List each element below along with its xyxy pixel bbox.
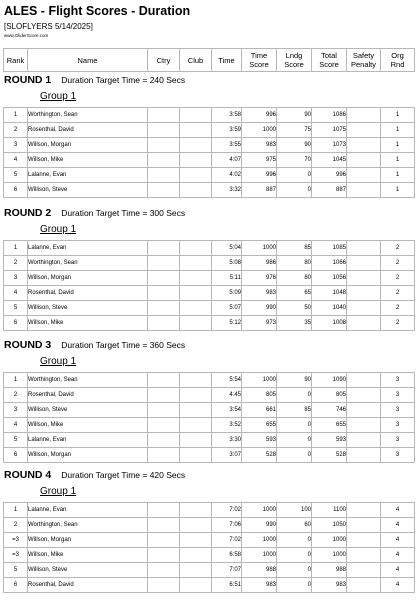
table-row bbox=[4, 123, 415, 138]
cell-rank: 1 bbox=[4, 373, 28, 388]
cell-club bbox=[180, 563, 212, 578]
cell-total-score: 1086 bbox=[312, 108, 347, 123]
cell-lndg-score: 0 bbox=[277, 388, 312, 403]
cell-total-score: 655 bbox=[312, 418, 347, 433]
cell-safety-penalty bbox=[347, 433, 381, 448]
round-label: ROUND 1 bbox=[4, 74, 52, 86]
cell-club bbox=[180, 578, 212, 593]
cell-org-rnd: 3 bbox=[381, 388, 415, 403]
cell-rank: 5 bbox=[4, 168, 28, 183]
cell-total-score: 983 bbox=[312, 578, 347, 593]
cell-org-rnd: 4 bbox=[381, 518, 415, 533]
cell-time: 3:52 bbox=[212, 418, 242, 433]
round-target-time: Duration Target Time = 360 Secs bbox=[61, 340, 186, 350]
cell-club bbox=[180, 503, 212, 518]
cell-lndg-score: 0 bbox=[277, 533, 312, 548]
column-header-table bbox=[3, 48, 415, 72]
cell-rank: 2 bbox=[4, 518, 28, 533]
cell-total-score: 528 bbox=[312, 448, 347, 463]
cell-safety-penalty bbox=[347, 138, 381, 153]
cell-ctry bbox=[148, 403, 180, 418]
cell-club bbox=[180, 403, 212, 418]
cell-lndg-score: 0 bbox=[277, 548, 312, 563]
cell-total-score: 1050 bbox=[312, 518, 347, 533]
cell-safety-penalty bbox=[347, 418, 381, 433]
cell-time-score: 661 bbox=[242, 403, 277, 418]
col-time-score: Time Score bbox=[242, 49, 277, 72]
cell-lndg-score: 90 bbox=[277, 373, 312, 388]
cell-rank: 5 bbox=[4, 433, 28, 448]
cell-lndg-score: 0 bbox=[277, 578, 312, 593]
cell-time-score: 973 bbox=[242, 316, 277, 331]
cell-club bbox=[180, 433, 212, 448]
cell-rank: 3 bbox=[4, 271, 28, 286]
cell-name: Worthington, Sean bbox=[28, 256, 148, 271]
cell-lndg-score: 0 bbox=[277, 433, 312, 448]
table-row bbox=[4, 241, 415, 256]
cell-rank: 3 bbox=[4, 403, 28, 418]
cell-time: 5:09 bbox=[212, 286, 242, 301]
cell-time: 5:11 bbox=[212, 271, 242, 286]
cell-org-rnd: 1 bbox=[381, 123, 415, 138]
table-row bbox=[4, 183, 415, 198]
cell-rank: 6 bbox=[4, 183, 28, 198]
cell-time-score: 996 bbox=[242, 108, 277, 123]
cell-rank: 6 bbox=[4, 316, 28, 331]
cell-club bbox=[180, 153, 212, 168]
cell-org-rnd: 1 bbox=[381, 108, 415, 123]
cell-time-score: 990 bbox=[242, 301, 277, 316]
cell-name: Willson, Mike bbox=[28, 418, 148, 433]
cell-time: 7:07 bbox=[212, 563, 242, 578]
cell-safety-penalty bbox=[347, 168, 381, 183]
cell-org-rnd: 2 bbox=[381, 271, 415, 286]
cell-time: 3:07 bbox=[212, 448, 242, 463]
group-heading: Group 1 bbox=[40, 91, 77, 102]
event-subtitle: [SLOFLYERS 5/14/2025] bbox=[4, 22, 93, 31]
cell-rank: 3 bbox=[4, 138, 28, 153]
cell-time-score: 983 bbox=[242, 286, 277, 301]
cell-time-score: 990 bbox=[242, 518, 277, 533]
cell-lndg-score: 0 bbox=[277, 168, 312, 183]
cell-total-score: 1056 bbox=[312, 271, 347, 286]
cell-name: Lalanne, Evan bbox=[28, 241, 148, 256]
cell-org-rnd: 3 bbox=[381, 403, 415, 418]
cell-safety-penalty bbox=[347, 578, 381, 593]
table-row bbox=[4, 503, 415, 518]
cell-time: 4:07 bbox=[212, 153, 242, 168]
cell-safety-penalty bbox=[347, 256, 381, 271]
cell-time: 3:59 bbox=[212, 123, 242, 138]
cell-ctry bbox=[148, 533, 180, 548]
cell-org-rnd: 1 bbox=[381, 168, 415, 183]
cell-lndg-score: 0 bbox=[277, 563, 312, 578]
cell-total-score: 1048 bbox=[312, 286, 347, 301]
cell-rank: 1 bbox=[4, 503, 28, 518]
table-row bbox=[4, 256, 415, 271]
cell-name: Willson, Morgan bbox=[28, 271, 148, 286]
cell-org-rnd: 3 bbox=[381, 418, 415, 433]
cell-ctry bbox=[148, 388, 180, 403]
cell-lndg-score: 60 bbox=[277, 518, 312, 533]
cell-org-rnd: 2 bbox=[381, 286, 415, 301]
cell-rank: 4 bbox=[4, 286, 28, 301]
cell-time-score: 593 bbox=[242, 433, 277, 448]
col-name: Name bbox=[28, 49, 148, 72]
cell-lndg-score: 100 bbox=[277, 503, 312, 518]
cell-club bbox=[180, 168, 212, 183]
cell-ctry bbox=[148, 373, 180, 388]
cell-name: Worthington, Sean bbox=[28, 518, 148, 533]
cell-name: Willson, Morgan bbox=[28, 448, 148, 463]
table-row bbox=[4, 403, 415, 418]
round-heading bbox=[4, 207, 185, 219]
cell-safety-penalty bbox=[347, 518, 381, 533]
cell-rank: 2 bbox=[4, 123, 28, 138]
col-rank: Rank bbox=[4, 49, 28, 72]
cell-name: Worthington, Sean bbox=[28, 373, 148, 388]
cell-ctry bbox=[148, 153, 180, 168]
cell-total-score: 988 bbox=[312, 563, 347, 578]
cell-total-score: 996 bbox=[312, 168, 347, 183]
cell-lndg-score: 0 bbox=[277, 418, 312, 433]
cell-total-score: 1000 bbox=[312, 548, 347, 563]
cell-ctry bbox=[148, 301, 180, 316]
cell-time-score: 988 bbox=[242, 563, 277, 578]
cell-time: 5:04 bbox=[212, 241, 242, 256]
cell-lndg-score: 50 bbox=[277, 301, 312, 316]
cell-total-score: 805 bbox=[312, 388, 347, 403]
cell-time-score: 887 bbox=[242, 183, 277, 198]
cell-rank: 2 bbox=[4, 388, 28, 403]
col-lndg-score: Lndg Score bbox=[277, 49, 312, 72]
cell-ctry bbox=[148, 578, 180, 593]
cell-time-score: 986 bbox=[242, 256, 277, 271]
cell-time: 5:07 bbox=[212, 301, 242, 316]
round-results-table bbox=[3, 240, 415, 331]
cell-club bbox=[180, 241, 212, 256]
round-label: ROUND 4 bbox=[4, 469, 52, 481]
group-heading: Group 1 bbox=[40, 224, 77, 235]
cell-club bbox=[180, 418, 212, 433]
cell-org-rnd: 1 bbox=[381, 153, 415, 168]
cell-rank: 4 bbox=[4, 418, 28, 433]
cell-lndg-score: 70 bbox=[277, 153, 312, 168]
cell-time: 3:32 bbox=[212, 183, 242, 198]
cell-org-rnd: 3 bbox=[381, 373, 415, 388]
cell-time: 3:55 bbox=[212, 138, 242, 153]
cell-safety-penalty bbox=[347, 286, 381, 301]
cell-time: 4:02 bbox=[212, 168, 242, 183]
cell-rank: =3 bbox=[4, 533, 28, 548]
cell-time: 6:51 bbox=[212, 578, 242, 593]
cell-rank: 5 bbox=[4, 563, 28, 578]
cell-org-rnd: 2 bbox=[381, 316, 415, 331]
cell-club bbox=[180, 388, 212, 403]
cell-safety-penalty bbox=[347, 271, 381, 286]
cell-time: 3:30 bbox=[212, 433, 242, 448]
cell-club bbox=[180, 108, 212, 123]
cell-org-rnd: 4 bbox=[381, 578, 415, 593]
cell-total-score: 1008 bbox=[312, 316, 347, 331]
round-target-time: Duration Target Time = 420 Secs bbox=[61, 470, 186, 480]
cell-time: 5:12 bbox=[212, 316, 242, 331]
cell-total-score: 593 bbox=[312, 433, 347, 448]
cell-lndg-score: 80 bbox=[277, 256, 312, 271]
cell-name: Willison, Steve bbox=[28, 183, 148, 198]
cell-safety-penalty bbox=[347, 123, 381, 138]
cell-rank: 5 bbox=[4, 301, 28, 316]
table-row bbox=[4, 578, 415, 593]
cell-org-rnd: 3 bbox=[381, 433, 415, 448]
cell-ctry bbox=[148, 168, 180, 183]
cell-total-score: 1100 bbox=[312, 503, 347, 518]
cell-total-score: 1066 bbox=[312, 256, 347, 271]
round-results-table bbox=[3, 372, 415, 463]
cell-total-score: 1073 bbox=[312, 138, 347, 153]
cell-name: Rosenthal, David bbox=[28, 578, 148, 593]
cell-org-rnd: 4 bbox=[381, 503, 415, 518]
cell-total-score: 887 bbox=[312, 183, 347, 198]
cell-org-rnd: 4 bbox=[381, 533, 415, 548]
cell-lndg-score: 65 bbox=[277, 286, 312, 301]
cell-club bbox=[180, 448, 212, 463]
cell-safety-penalty bbox=[347, 301, 381, 316]
cell-rank: 6 bbox=[4, 578, 28, 593]
cell-total-score: 1045 bbox=[312, 153, 347, 168]
cell-ctry bbox=[148, 316, 180, 331]
cell-club bbox=[180, 518, 212, 533]
cell-rank: =3 bbox=[4, 548, 28, 563]
cell-name: Willson, Mike bbox=[28, 548, 148, 563]
cell-lndg-score: 80 bbox=[277, 271, 312, 286]
cell-safety-penalty bbox=[347, 548, 381, 563]
col-ctry: Ctry bbox=[148, 49, 180, 72]
cell-time: 7:06 bbox=[212, 518, 242, 533]
cell-rank: 1 bbox=[4, 108, 28, 123]
table-row bbox=[4, 108, 415, 123]
cell-total-score: 1085 bbox=[312, 241, 347, 256]
table-row bbox=[4, 286, 415, 301]
table-row bbox=[4, 533, 415, 548]
round-results-table bbox=[3, 107, 415, 198]
cell-safety-penalty bbox=[347, 108, 381, 123]
cell-time-score: 1000 bbox=[242, 373, 277, 388]
col-total-score: Total Score bbox=[312, 49, 347, 72]
cell-time-score: 1000 bbox=[242, 503, 277, 518]
col-org-rnd: Org Rnd bbox=[381, 49, 415, 72]
cell-rank: 2 bbox=[4, 256, 28, 271]
table-row bbox=[4, 316, 415, 331]
cell-ctry bbox=[148, 418, 180, 433]
cell-safety-penalty bbox=[347, 533, 381, 548]
cell-ctry bbox=[148, 503, 180, 518]
cell-safety-penalty bbox=[347, 403, 381, 418]
cell-time-score: 983 bbox=[242, 138, 277, 153]
cell-ctry bbox=[148, 548, 180, 563]
cell-lndg-score: 90 bbox=[277, 108, 312, 123]
cell-time: 3:58 bbox=[212, 108, 242, 123]
cell-name: Lalanne, Evan bbox=[28, 433, 148, 448]
cell-safety-penalty bbox=[347, 563, 381, 578]
table-row bbox=[4, 138, 415, 153]
cell-name: Lalanne, Evan bbox=[28, 503, 148, 518]
cell-ctry bbox=[148, 241, 180, 256]
cell-safety-penalty bbox=[347, 388, 381, 403]
col-time: Time bbox=[212, 49, 242, 72]
table-row bbox=[4, 153, 415, 168]
cell-club bbox=[180, 373, 212, 388]
cell-total-score: 1090 bbox=[312, 373, 347, 388]
table-row bbox=[4, 388, 415, 403]
cell-total-score: 1075 bbox=[312, 123, 347, 138]
cell-ctry bbox=[148, 138, 180, 153]
cell-lndg-score: 90 bbox=[277, 138, 312, 153]
cell-time-score: 528 bbox=[242, 448, 277, 463]
cell-time-score: 1000 bbox=[242, 533, 277, 548]
table-row bbox=[4, 168, 415, 183]
table-row bbox=[4, 418, 415, 433]
cell-time-score: 1000 bbox=[242, 123, 277, 138]
cell-name: Rosenthal, David bbox=[28, 388, 148, 403]
table-row bbox=[4, 563, 415, 578]
cell-club bbox=[180, 271, 212, 286]
cell-time-score: 1000 bbox=[242, 241, 277, 256]
cell-time-score: 1000 bbox=[242, 548, 277, 563]
group-heading: Group 1 bbox=[40, 486, 77, 497]
cell-club bbox=[180, 548, 212, 563]
cell-ctry bbox=[148, 448, 180, 463]
cell-lndg-score: 75 bbox=[277, 123, 312, 138]
cell-safety-penalty bbox=[347, 503, 381, 518]
cell-club bbox=[180, 286, 212, 301]
cell-time-score: 996 bbox=[242, 168, 277, 183]
cell-org-rnd: 3 bbox=[381, 448, 415, 463]
round-target-time: Duration Target Time = 300 Secs bbox=[61, 208, 186, 218]
cell-total-score: 1040 bbox=[312, 301, 347, 316]
cell-lndg-score: 0 bbox=[277, 183, 312, 198]
cell-ctry bbox=[148, 256, 180, 271]
cell-club bbox=[180, 256, 212, 271]
cell-club bbox=[180, 138, 212, 153]
cell-org-rnd: 2 bbox=[381, 256, 415, 271]
cell-time-score: 983 bbox=[242, 578, 277, 593]
cell-time: 6:58 bbox=[212, 548, 242, 563]
table-row bbox=[4, 548, 415, 563]
cell-time: 7:02 bbox=[212, 533, 242, 548]
cell-club bbox=[180, 301, 212, 316]
round-label: ROUND 3 bbox=[4, 339, 52, 351]
col-club: Club bbox=[180, 49, 212, 72]
cell-name: Lalanne, Evan bbox=[28, 168, 148, 183]
cell-time: 5:08 bbox=[212, 256, 242, 271]
cell-club bbox=[180, 316, 212, 331]
cell-time-score: 655 bbox=[242, 418, 277, 433]
cell-name: Willison, Steve bbox=[28, 301, 148, 316]
cell-time-score: 975 bbox=[242, 153, 277, 168]
cell-safety-penalty bbox=[347, 183, 381, 198]
round-target-time: Duration Target Time = 240 Secs bbox=[61, 75, 186, 85]
cell-time: 3:54 bbox=[212, 403, 242, 418]
cell-name: Rosenthal, David bbox=[28, 286, 148, 301]
table-row bbox=[4, 373, 415, 388]
cell-rank: 6 bbox=[4, 448, 28, 463]
round-label: ROUND 2 bbox=[4, 207, 52, 219]
website-credit: www.GliderScore.com bbox=[4, 33, 49, 38]
table-row bbox=[4, 433, 415, 448]
cell-lndg-score: 35 bbox=[277, 316, 312, 331]
group-heading: Group 1 bbox=[40, 356, 77, 367]
cell-org-rnd: 1 bbox=[381, 138, 415, 153]
cell-time-score: 976 bbox=[242, 271, 277, 286]
cell-org-rnd: 4 bbox=[381, 548, 415, 563]
cell-rank: 4 bbox=[4, 153, 28, 168]
table-row bbox=[4, 301, 415, 316]
cell-total-score: 746 bbox=[312, 403, 347, 418]
cell-ctry bbox=[148, 271, 180, 286]
cell-safety-penalty bbox=[347, 448, 381, 463]
cell-org-rnd: 4 bbox=[381, 563, 415, 578]
cell-time: 5:54 bbox=[212, 373, 242, 388]
round-heading bbox=[4, 339, 185, 351]
cell-name: Willson, Morgan bbox=[28, 138, 148, 153]
cell-lndg-score: 0 bbox=[277, 448, 312, 463]
cell-name: Willson, Morgan bbox=[28, 533, 148, 548]
cell-ctry bbox=[148, 183, 180, 198]
cell-org-rnd: 2 bbox=[381, 301, 415, 316]
cell-ctry bbox=[148, 108, 180, 123]
cell-org-rnd: 1 bbox=[381, 183, 415, 198]
cell-ctry bbox=[148, 563, 180, 578]
cell-total-score: 1000 bbox=[312, 533, 347, 548]
cell-name: Rosenthal, David bbox=[28, 123, 148, 138]
round-heading bbox=[4, 469, 185, 481]
cell-safety-penalty bbox=[347, 316, 381, 331]
cell-safety-penalty bbox=[347, 241, 381, 256]
cell-name: Willison, Steve bbox=[28, 403, 148, 418]
cell-time: 7:02 bbox=[212, 503, 242, 518]
cell-club bbox=[180, 123, 212, 138]
cell-lndg-score: 85 bbox=[277, 403, 312, 418]
cell-org-rnd: 2 bbox=[381, 241, 415, 256]
cell-club bbox=[180, 533, 212, 548]
cell-time-score: 805 bbox=[242, 388, 277, 403]
cell-club bbox=[180, 183, 212, 198]
cell-ctry bbox=[148, 286, 180, 301]
cell-time: 4:45 bbox=[212, 388, 242, 403]
cell-ctry bbox=[148, 123, 180, 138]
cell-name: Willison, Steve bbox=[28, 563, 148, 578]
page-title: ALES - Flight Scores - Duration bbox=[4, 4, 191, 18]
round-results-table bbox=[3, 502, 415, 593]
table-row bbox=[4, 271, 415, 286]
cell-name: Willson, Mike bbox=[28, 153, 148, 168]
cell-name: Worthington, Sean bbox=[28, 108, 148, 123]
cell-ctry bbox=[148, 433, 180, 448]
table-row bbox=[4, 448, 415, 463]
cell-lndg-score: 85 bbox=[277, 241, 312, 256]
cell-name: Willson, Mike bbox=[28, 316, 148, 331]
cell-rank: 1 bbox=[4, 241, 28, 256]
col-safety-penalty: Safety Penalty bbox=[347, 49, 381, 72]
cell-safety-penalty bbox=[347, 153, 381, 168]
cell-safety-penalty bbox=[347, 373, 381, 388]
table-row bbox=[4, 518, 415, 533]
cell-ctry bbox=[148, 518, 180, 533]
round-heading bbox=[4, 74, 185, 86]
